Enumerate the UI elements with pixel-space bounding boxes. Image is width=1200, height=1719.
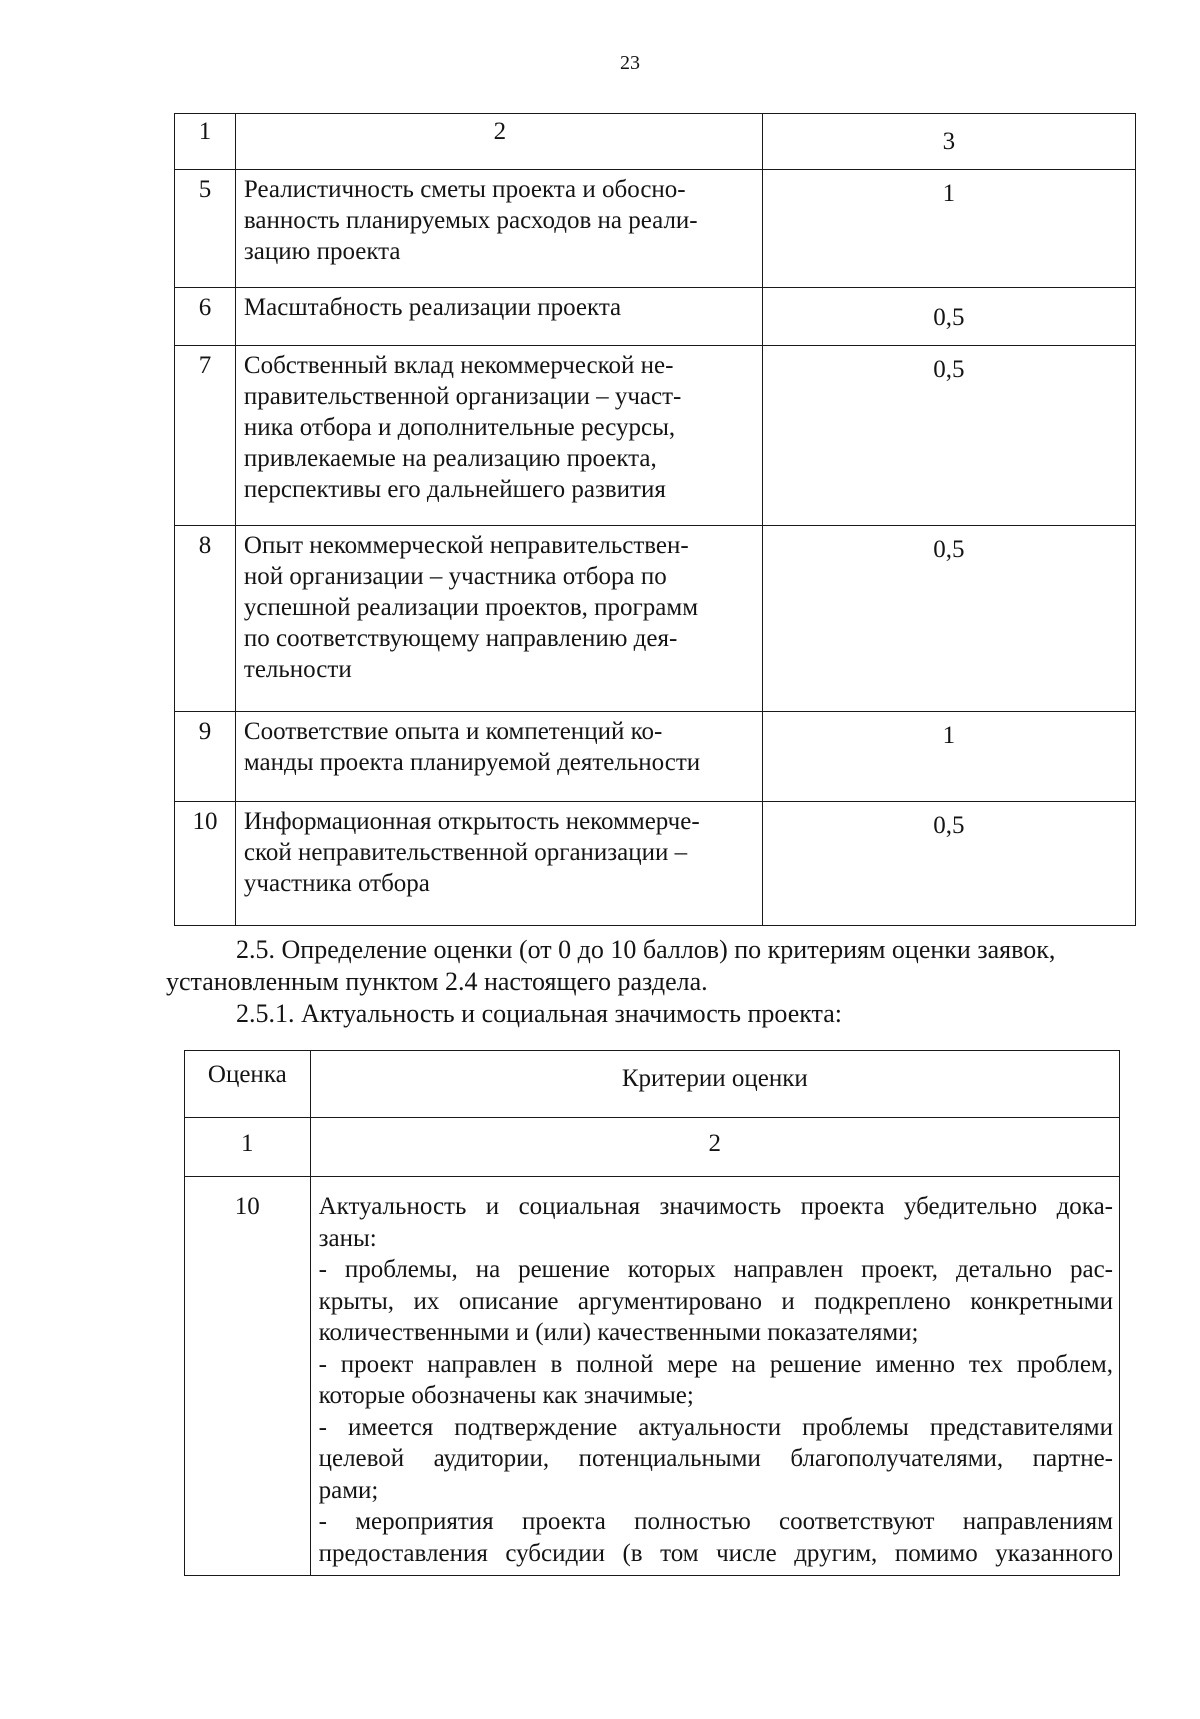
score-description [310, 1177, 1119, 1576]
criterion-name-line: Информационная открытость некоммерче- [243, 808, 700, 835]
criterion-number: 7 [175, 346, 236, 526]
criterion-name-line: Масштабность реализации проекта [243, 294, 622, 321]
criterion-name-line: ванность планируемых расходов на реали- [243, 207, 698, 234]
criterion-name [235, 288, 762, 346]
table-row [175, 346, 1136, 526]
description-line: - проект направлен в полной мере на решение именно тех проблем, [318, 1350, 1113, 1378]
description-line: - проблемы, на решение которых направлен проект, детально рас- [318, 1256, 1113, 1283]
criterion-name [235, 170, 762, 288]
criterion-number: 8 [175, 526, 236, 712]
criterion-name-line: привлекаемые на реализацию проекта, [243, 445, 657, 472]
criterion-number: 6 [175, 288, 236, 346]
criterion-number: 5 [175, 170, 236, 288]
table-row [185, 1177, 1120, 1576]
description-line: заны: [318, 1224, 377, 1252]
score-header-col-1: Оценка [185, 1051, 311, 1118]
criterion-name-line: манды проекта планируемой деятельности [243, 749, 701, 776]
score-table-header-row [185, 1051, 1120, 1118]
criteria-header-col-2: 2 [235, 114, 762, 170]
criterion-name [235, 526, 762, 712]
paragraph-2-5-line-2: установленным пунктом 2.4 настоящего раздела. [166, 967, 708, 996]
page-number: 23 [620, 52, 640, 74]
criteria-table-header-row [175, 114, 1136, 170]
score-table-number-row [185, 1118, 1120, 1177]
description-line: рами; [318, 1476, 379, 1504]
table-row [175, 170, 1136, 288]
criterion-score: 0,5 [762, 288, 1135, 346]
criterion-score: 1 [762, 712, 1135, 802]
criterion-number: 9 [175, 712, 236, 802]
description-line: Актуальность и социальная значимость проекта убедительно дока- [318, 1193, 1113, 1220]
description-line: целевой аудитории, потенциальными благополучателями, партне- [318, 1445, 1113, 1472]
criterion-name-line: Собственный вклад некоммерческой не- [243, 352, 674, 379]
description-line: - мероприятия проекта полностью соответствуют направлениям [318, 1508, 1113, 1535]
description-line: крыты, их описание аргументировано и подкреплено конкретными [318, 1287, 1113, 1315]
criterion-name-line: ской неправительственной организации – [243, 839, 688, 866]
criterion-name-line: Соответствие опыта и компетенций ко- [243, 718, 663, 745]
criteria-header-col-3: 3 [762, 114, 1135, 170]
score-table [184, 1050, 1120, 1576]
criterion-name [235, 802, 762, 926]
description-line: предоставления субсидии (в том числе другим, помимо указанного [318, 1539, 1113, 1567]
description-line: которые обозначены как значимые; [318, 1382, 694, 1409]
criterion-name [235, 346, 762, 526]
table-row [175, 526, 1136, 712]
criterion-name-line: перспективы его дальнейшего развития [243, 476, 666, 503]
criteria-header-col-1: 1 [175, 114, 236, 170]
paragraph-2-5-line-1: 2.5. Определение оценки (от 0 до 10 баллов) по критериям оценки заявок, [236, 935, 1056, 964]
criterion-name-line: по соответствующему направлению дея- [243, 625, 678, 652]
criterion-score: 0,5 [762, 346, 1135, 526]
table-row [175, 712, 1136, 802]
description-line: - имеется подтверждение актуальности проблемы представителями [318, 1413, 1113, 1441]
criterion-score: 0,5 [762, 802, 1135, 926]
criterion-name-line: правительственной организации – участ- [243, 383, 682, 410]
criterion-name-line: тельности [243, 656, 352, 683]
table-row [175, 802, 1136, 926]
criterion-name-line: зацию проекта [243, 238, 401, 265]
score-col-number-1: 1 [185, 1118, 311, 1177]
criteria-table [174, 113, 1136, 926]
criterion-score: 0,5 [762, 526, 1135, 712]
criterion-number: 10 [175, 802, 236, 926]
criterion-name-line: участника отбора [243, 870, 430, 897]
criterion-score: 1 [762, 170, 1135, 288]
criterion-name-line: ника отбора и дополнительные ресурсы, [243, 414, 676, 441]
criterion-name-line: ной организации – участника отбора по [243, 563, 667, 590]
score-value: 10 [185, 1177, 311, 1576]
criterion-name-line: Опыт некоммерческой неправительствен- [243, 532, 689, 559]
criterion-name-line: успешной реализации проектов, программ [243, 594, 699, 621]
table-row [175, 288, 1136, 346]
description-line: количественными и (или) качественными показателями; [318, 1319, 919, 1346]
criterion-name-line: Реалистичность сметы проекта и обосно- [243, 176, 686, 203]
paragraph-2-5-1: 2.5.1. Актуальность и социальная значимость проекта: [236, 999, 842, 1028]
score-col-number-2: 2 [310, 1118, 1119, 1177]
criterion-name [235, 712, 762, 802]
score-header-col-2: Критерии оценки [310, 1051, 1119, 1118]
